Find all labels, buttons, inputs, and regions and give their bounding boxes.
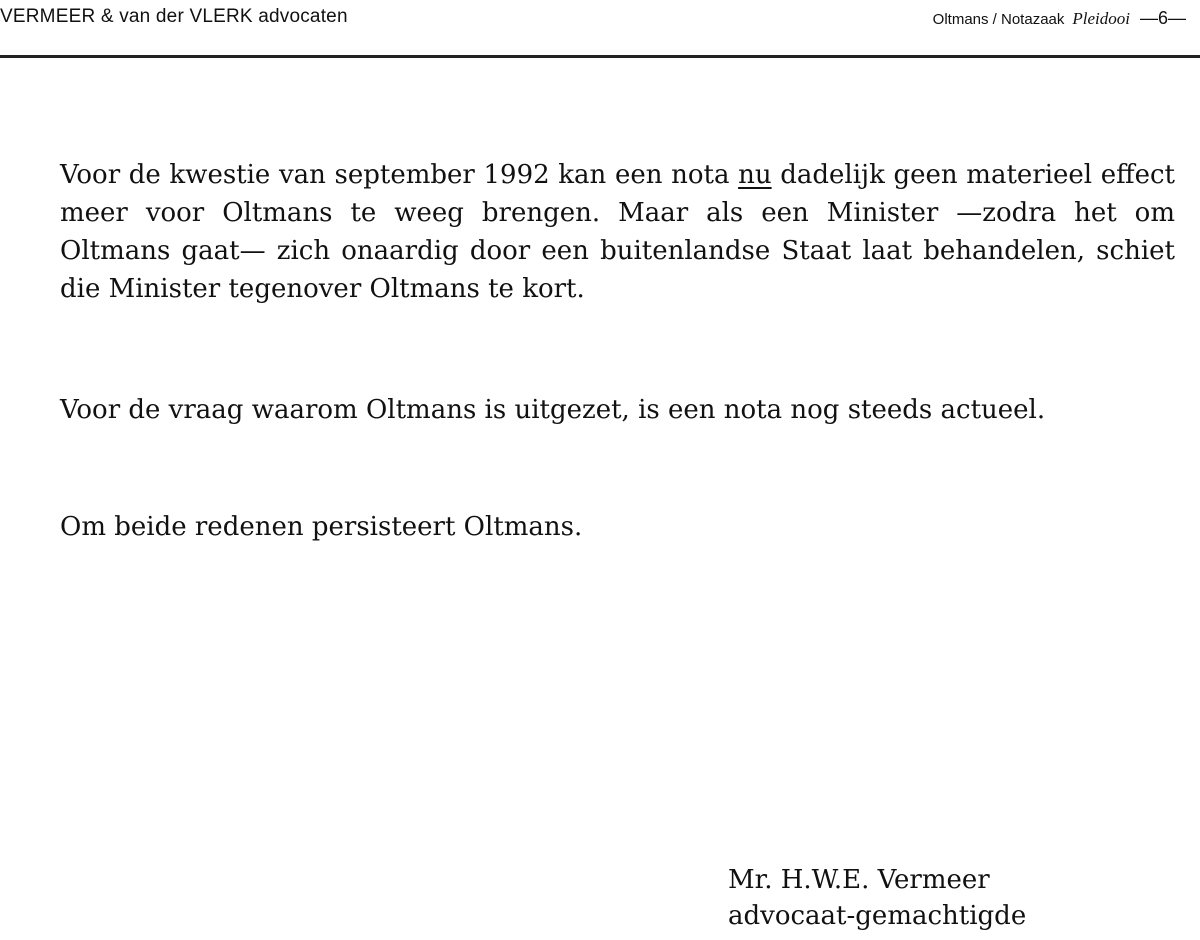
paragraph-3: Om beide redenen persisteert Oltmans. bbox=[60, 512, 583, 542]
header-case-info bbox=[933, 8, 1186, 29]
case-name: Oltmans / Notazaak bbox=[932, 11, 1065, 28]
header-divider bbox=[0, 55, 1200, 58]
paragraph-2: Voor de vraag waarom Oltmans is uitgezet, is een nota nog steeds actueel. bbox=[60, 395, 1046, 425]
firm-name: VERMEER & van der VLERK advocaten bbox=[0, 6, 348, 27]
paragraph-1-part-2: dadelijk geen materieel effect meer voor Oltmans te weeg brengen. Maar als een Minister —zodra het om Oltmans gaat— zich onaardig door een buitenlandse Staat laat behandelen, schiet die Minister tegenover Oltmans te kort. bbox=[60, 160, 1176, 304]
page-number: —6— bbox=[1139, 8, 1186, 28]
paragraph-1-part-1: Voor de kwestie van september 1992 kan een nota bbox=[60, 160, 739, 190]
signatory-title: advocaat-gemachtigde bbox=[728, 901, 1027, 931]
paragraph-1 bbox=[60, 156, 1175, 308]
signatory-name: Mr. H.W.E. Vermeer bbox=[728, 865, 990, 895]
document-type: Pleidooi bbox=[1072, 9, 1130, 28]
underlined-word: nu bbox=[738, 160, 772, 190]
page-header bbox=[0, 0, 1200, 40]
signature-block bbox=[728, 862, 1026, 934]
